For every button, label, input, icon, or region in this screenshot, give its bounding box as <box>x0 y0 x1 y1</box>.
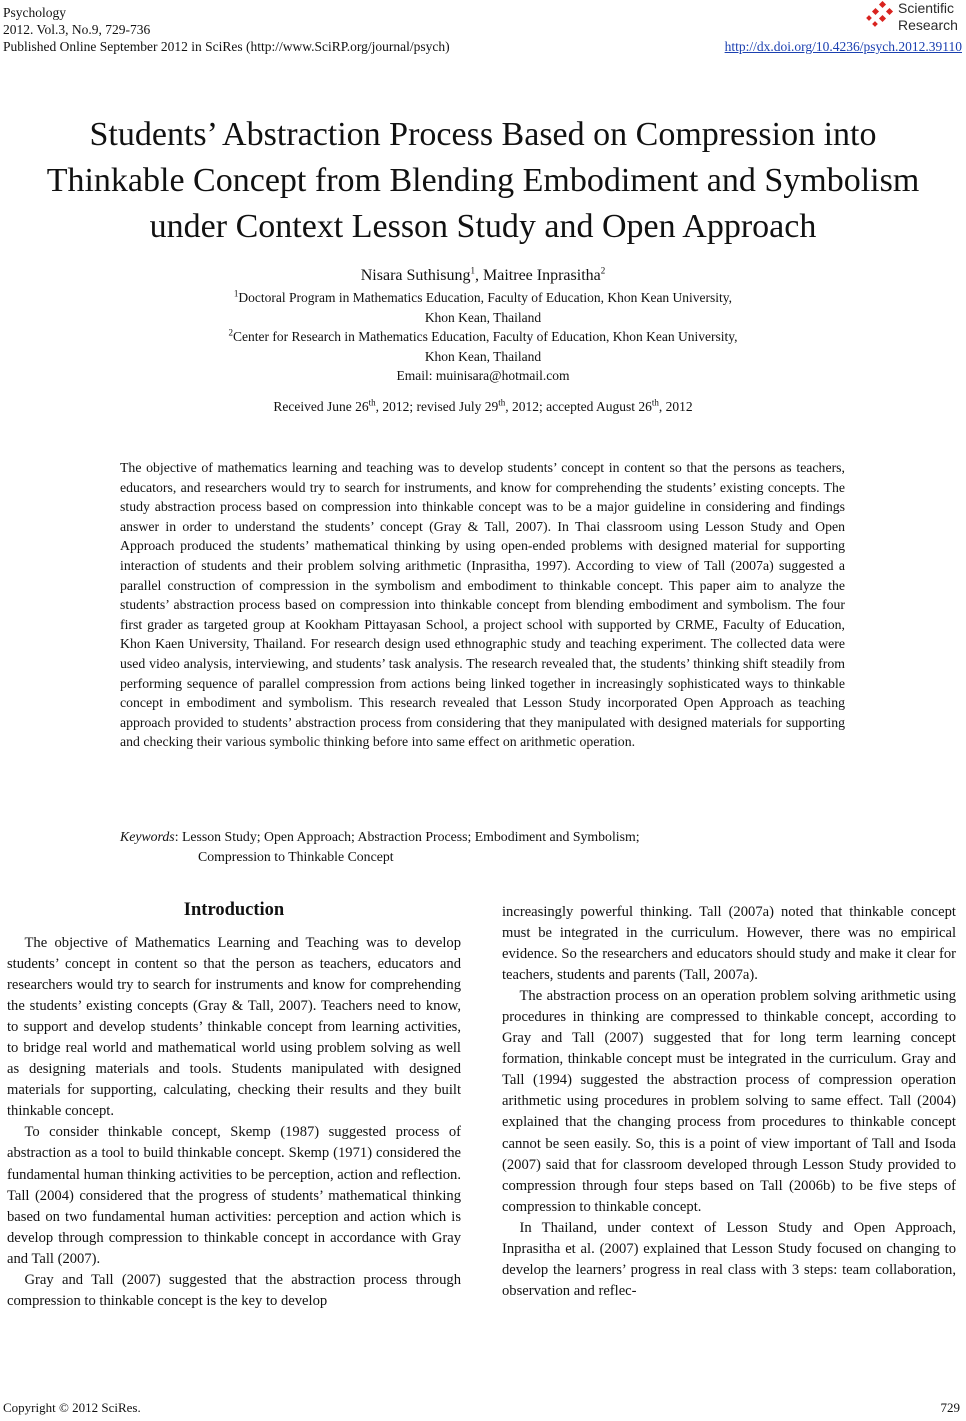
logo-text-scientific: Scientific <box>898 0 955 16</box>
abstract: The objective of mathematics learning and teaching was to develop students’ concept in content so that the persons as teachers, educators, and researchers would try to search for instruments, and know for comprehending the students’ existing concepts. The study abstraction process based on compression into thinkable concept was to be a major guideline in considering and findings answer in order to understand the students’ concept (Gray & Tall, 2007). In Thai classroom using Lesson Study and Open Approach produced the students’ mathematical thinking by using open-ended problems with designed material for supporting interaction of students and their problem solving arithmetic (Inprasitha, 1997). According to view of Tall (2007a) suggested a parallel construction of compression in the symbolism and embodiment to thinkable concept. This paper aim to analyze the students’ abstraction process based on compression into thinkable concept from blending embodiment and symbolism. The four first grader as targeted group at Kookham Pittayasan School, a project school with supported by CRME, Faculty of Education, Khon Kaen University, Thailand. For research design used ethnographic study and teaching experiment. The collected data were used video analysis, interviewing, and students’ task analysis. The research revealed that, the students’ thinking shift steadily from performing sequence of parallel compression from actions being linked together in increasingly sophisticated ways to thinkable concept in embodiment and symbolism. This research revealed that Lesson Study incorporated Open Approach as teaching approach provided to students’ abstraction process from considering that they manipulated with designed materials for supporting and checking their various symbolic thinking before into same effect on arithmetic operation. <box>120 460 845 750</box>
footer-copyright: Copyright © 2012 SciRes. <box>3 1400 141 1415</box>
doi-link[interactable]: http://dx.doi.org/10.4236/psych.2012.39110 <box>724 39 962 54</box>
paragraph: increasingly powerful thinking. Tall (2007a) noted that thinkable concept must be integrated in the curriculum. However, there was no empirical evidence. So the researchers and educators should study and make it clear for teachers, students and parents (Tall, 2007a). <box>502 904 956 984</box>
paragraph: In Thailand, under context of Lesson Study and Open Approach, Inprasitha et al. (2007) explained that Lesson Study focused on changing to develop the learners’ progress in real class with 3 steps: team collaboration, observation and reflec- <box>502 1219 956 1299</box>
received-dates: Received June 26th, 2012; revised July 29th, 2012; accepted August 26th, 2012 <box>273 397 693 414</box>
author-1: Nisara Suthisung <box>360 267 471 284</box>
paragraph: Gray and Tall (2007) suggested that the abstraction process through compression to thinkable concept is the key to develop <box>7 1271 461 1309</box>
publisher-logo <box>866 0 962 40</box>
body-column-right <box>502 902 956 1302</box>
keywords: Keywords: Lesson Study; Open Approach; Abstraction Process; Embodiment and Symbolism; Compression to Thinkable Concept <box>120 829 640 864</box>
page-number: 729 <box>940 1400 960 1415</box>
logo-text-research: Research <box>898 17 958 33</box>
paragraph: The objective of Mathematics Learning and Teaching was to develop students’ concept in content so that the person as teachers, educators and researchers would try to search for instruments and know for comprehending the students’ existing concepts (Gray & Tall, 2007). Teachers need to know, to support and develop students’ thinkable concept from learning activities, to bridge real world and mathematical world using problem solving as well as designing materials and tools. Students manipulated with designed materials for supporting, calculating, checking their results and they built thinkable concept. <box>7 935 461 1120</box>
journal-name: Psychology <box>3 5 67 20</box>
affiliation-2: $^2$Center for Research in Mathematics Education, Faculty of Education, Khon Kean University, <box>228 327 738 344</box>
journal-volume: 2012. Vol.3, No.9, 729-736 <box>3 22 151 37</box>
section-heading-introduction: Introduction <box>183 900 285 920</box>
authors: Nisara Suthisung$^1$, Maitree Inprasitha$^2$ <box>360 265 606 284</box>
paragraph: To consider thinkable concept, Skemp (1987) suggested process of abstraction as a tool to build thinkable concept. Skemp (1971) considered the fundamental human thinking activities to be perception, action and reflection. Tall (2004) considered that the progress of students’ mathematical thinking based on two fundamental human activities: perception and action which is develop through compression to thinkable concept in accordance with Gray and Tall (2007). <box>7 1124 461 1267</box>
paragraph: The abstraction process on an operation problem solving arithmetic using procedures in thinking are compressed to thinkable concept, according to Gray and Tall (2007) suggested that for long term learning concept formation, thinkable concept must be integrated in the curriculum. Gray and Tall (1994) suggested the abstraction process of compression operation arithmetic using procedures in problem solving to same effect. Tall (2004) explained that the changing process from procedures to thinkable concept cannot be seen easily. So, this is a point of view important of Tall and Isoda (2007) said that for classroom developed through Lesson Study provided to compression through four steps based on Tall (2006b) to be five steps of compression to thinkable concept. <box>502 988 956 1215</box>
paper-title: Students’ Abstraction Process Based on Compression into Thinkable Concept from Blending Embodiment and Symbolism under Context Lesson Study and Open Approach <box>46 116 920 245</box>
keywords-label: Keywords <box>120 829 175 844</box>
affiliation-1: $^1$Doctoral Program in Mathematics Education, Faculty of Education, Khon Kean University, <box>233 288 733 305</box>
running-header <box>3 4 450 55</box>
affiliations: $^1$Doctoral Program in Mathematics Education, Faculty of Education, Khon Kean University, Khon Kean, Thailand $^2$Center for Research in Mathematics Education, Faculty of Education, Khon Kean University, Khon Kean, Thailand Email: muinisara@hotmail.com <box>0 288 966 386</box>
body-column-left <box>7 933 461 1312</box>
publication-info: Published Online September 2012 in SciRes (http://www.SciRP.org/journal/psych) <box>3 39 450 54</box>
author-email: Email: muinisara@hotmail.com <box>396 368 570 383</box>
author-2: Maitree Inprasitha <box>483 267 601 284</box>
scires-logo-icon <box>866 1 900 31</box>
